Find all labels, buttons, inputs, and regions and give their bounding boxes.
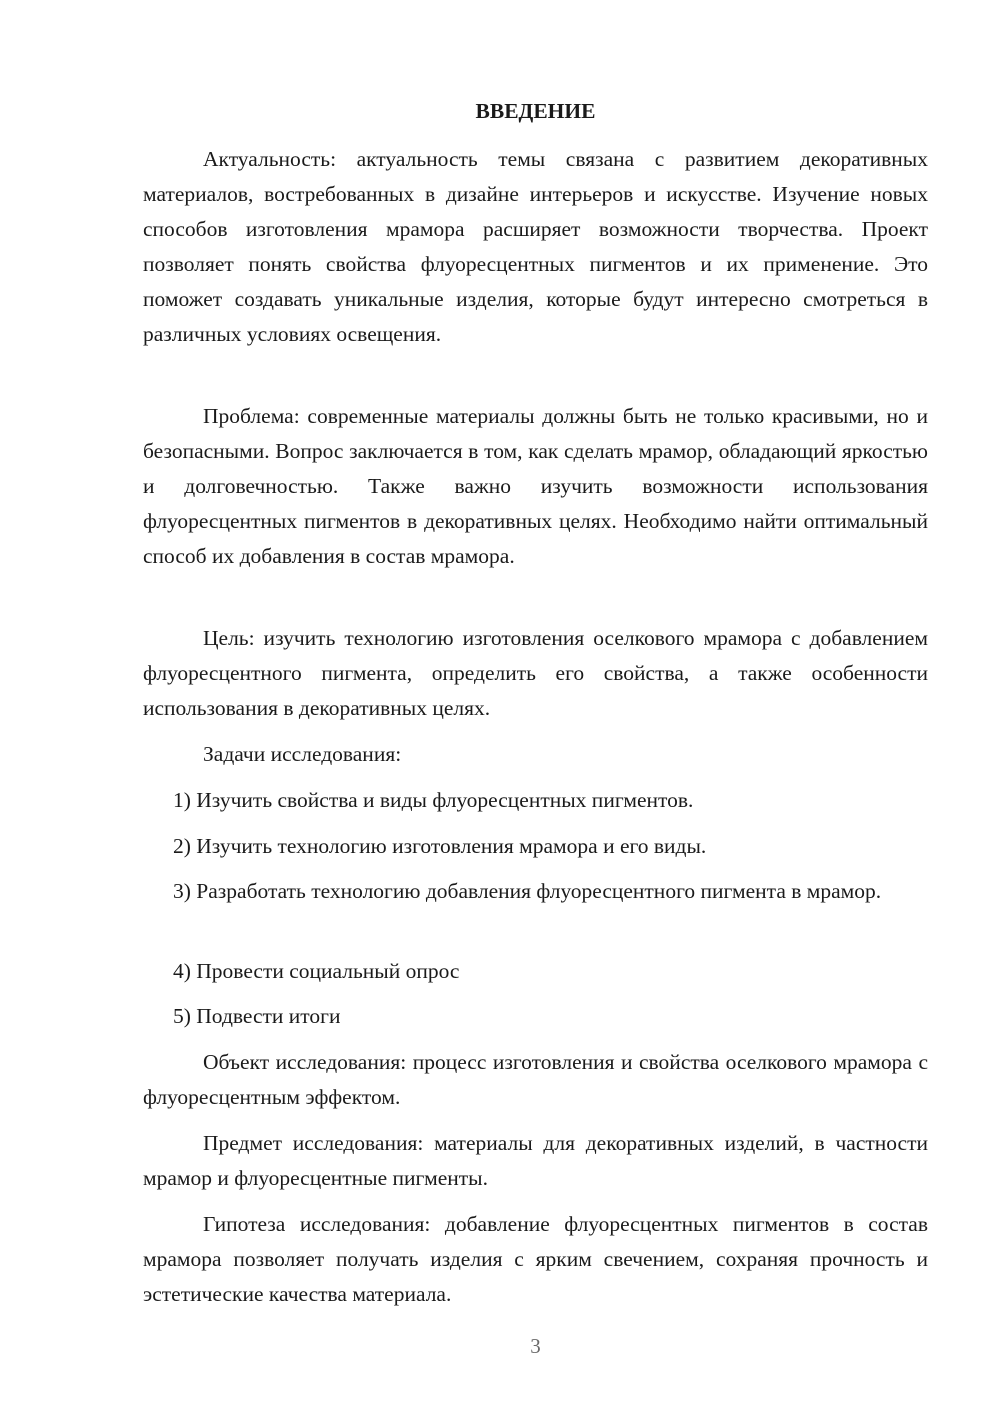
task-item-5: 5) Подвести итоги bbox=[173, 1004, 341, 1028]
task-item-4: 4) Провести социальный опрос bbox=[173, 959, 460, 983]
task-item-3: 3) Разработать технологию добавления флуоресцентного пигмента в мрамор. bbox=[173, 879, 882, 903]
goal-paragraph: Цель: изучить технологию изготовления оселкового мрамора с добавлением флуоресцентного пигмента, определить его свойства, а также особенности использования в декоративных целях. bbox=[143, 626, 928, 720]
page-title: ВВЕДЕНИЕ bbox=[475, 99, 596, 123]
relevance-paragraph: Актуальность: актуальность темы связана с развитием декоративных материалов, востребованных в дизайне интерьеров и искусстве. Изучение новых способов изготовления мрамора расширяет возможности творчества. Проект позволяет понять свойства флуоресцентных пигментов и их применение. Это поможет создавать уникальные изделия, которые будут интересно смотреться в различных условиях освещения. bbox=[143, 147, 928, 346]
task-item-1: 1) Изучить свойства и виды флуоресцентных пигментов. bbox=[173, 788, 694, 812]
tasks-heading: Задачи исследования: bbox=[203, 742, 402, 766]
subject-paragraph: Предмет исследования: материалы для декоративных изделий, в частности мрамор и флуоресцентные пигменты. bbox=[143, 1131, 928, 1190]
problem-paragraph: Проблема: современные материалы должны быть не только красивыми, но и безопасными. Вопрос заключается в том, как сделать мрамор, обладающий яркостью и долговечностью. Также важно изучить возможности использования флуоресцентных пигментов в декоративных целях. Необходимо найти оптимальный способ их добавления в состав мрамора. bbox=[143, 404, 928, 568]
object-paragraph: Объект исследования: процесс изготовления и свойства оселкового мрамора с флуоресцентным эффектом. bbox=[143, 1050, 928, 1109]
hypothesis-paragraph: Гипотеза исследования: добавление флуоресцентных пигментов в состав мрамора позволяет получать изделия с ярким свечением, сохраняя прочность и эстетические качества материала. bbox=[143, 1212, 928, 1306]
page-number: 3 bbox=[530, 1334, 541, 1358]
task-item-2: 2) Изучить технологию изготовления мрамора и его виды. bbox=[173, 834, 707, 858]
